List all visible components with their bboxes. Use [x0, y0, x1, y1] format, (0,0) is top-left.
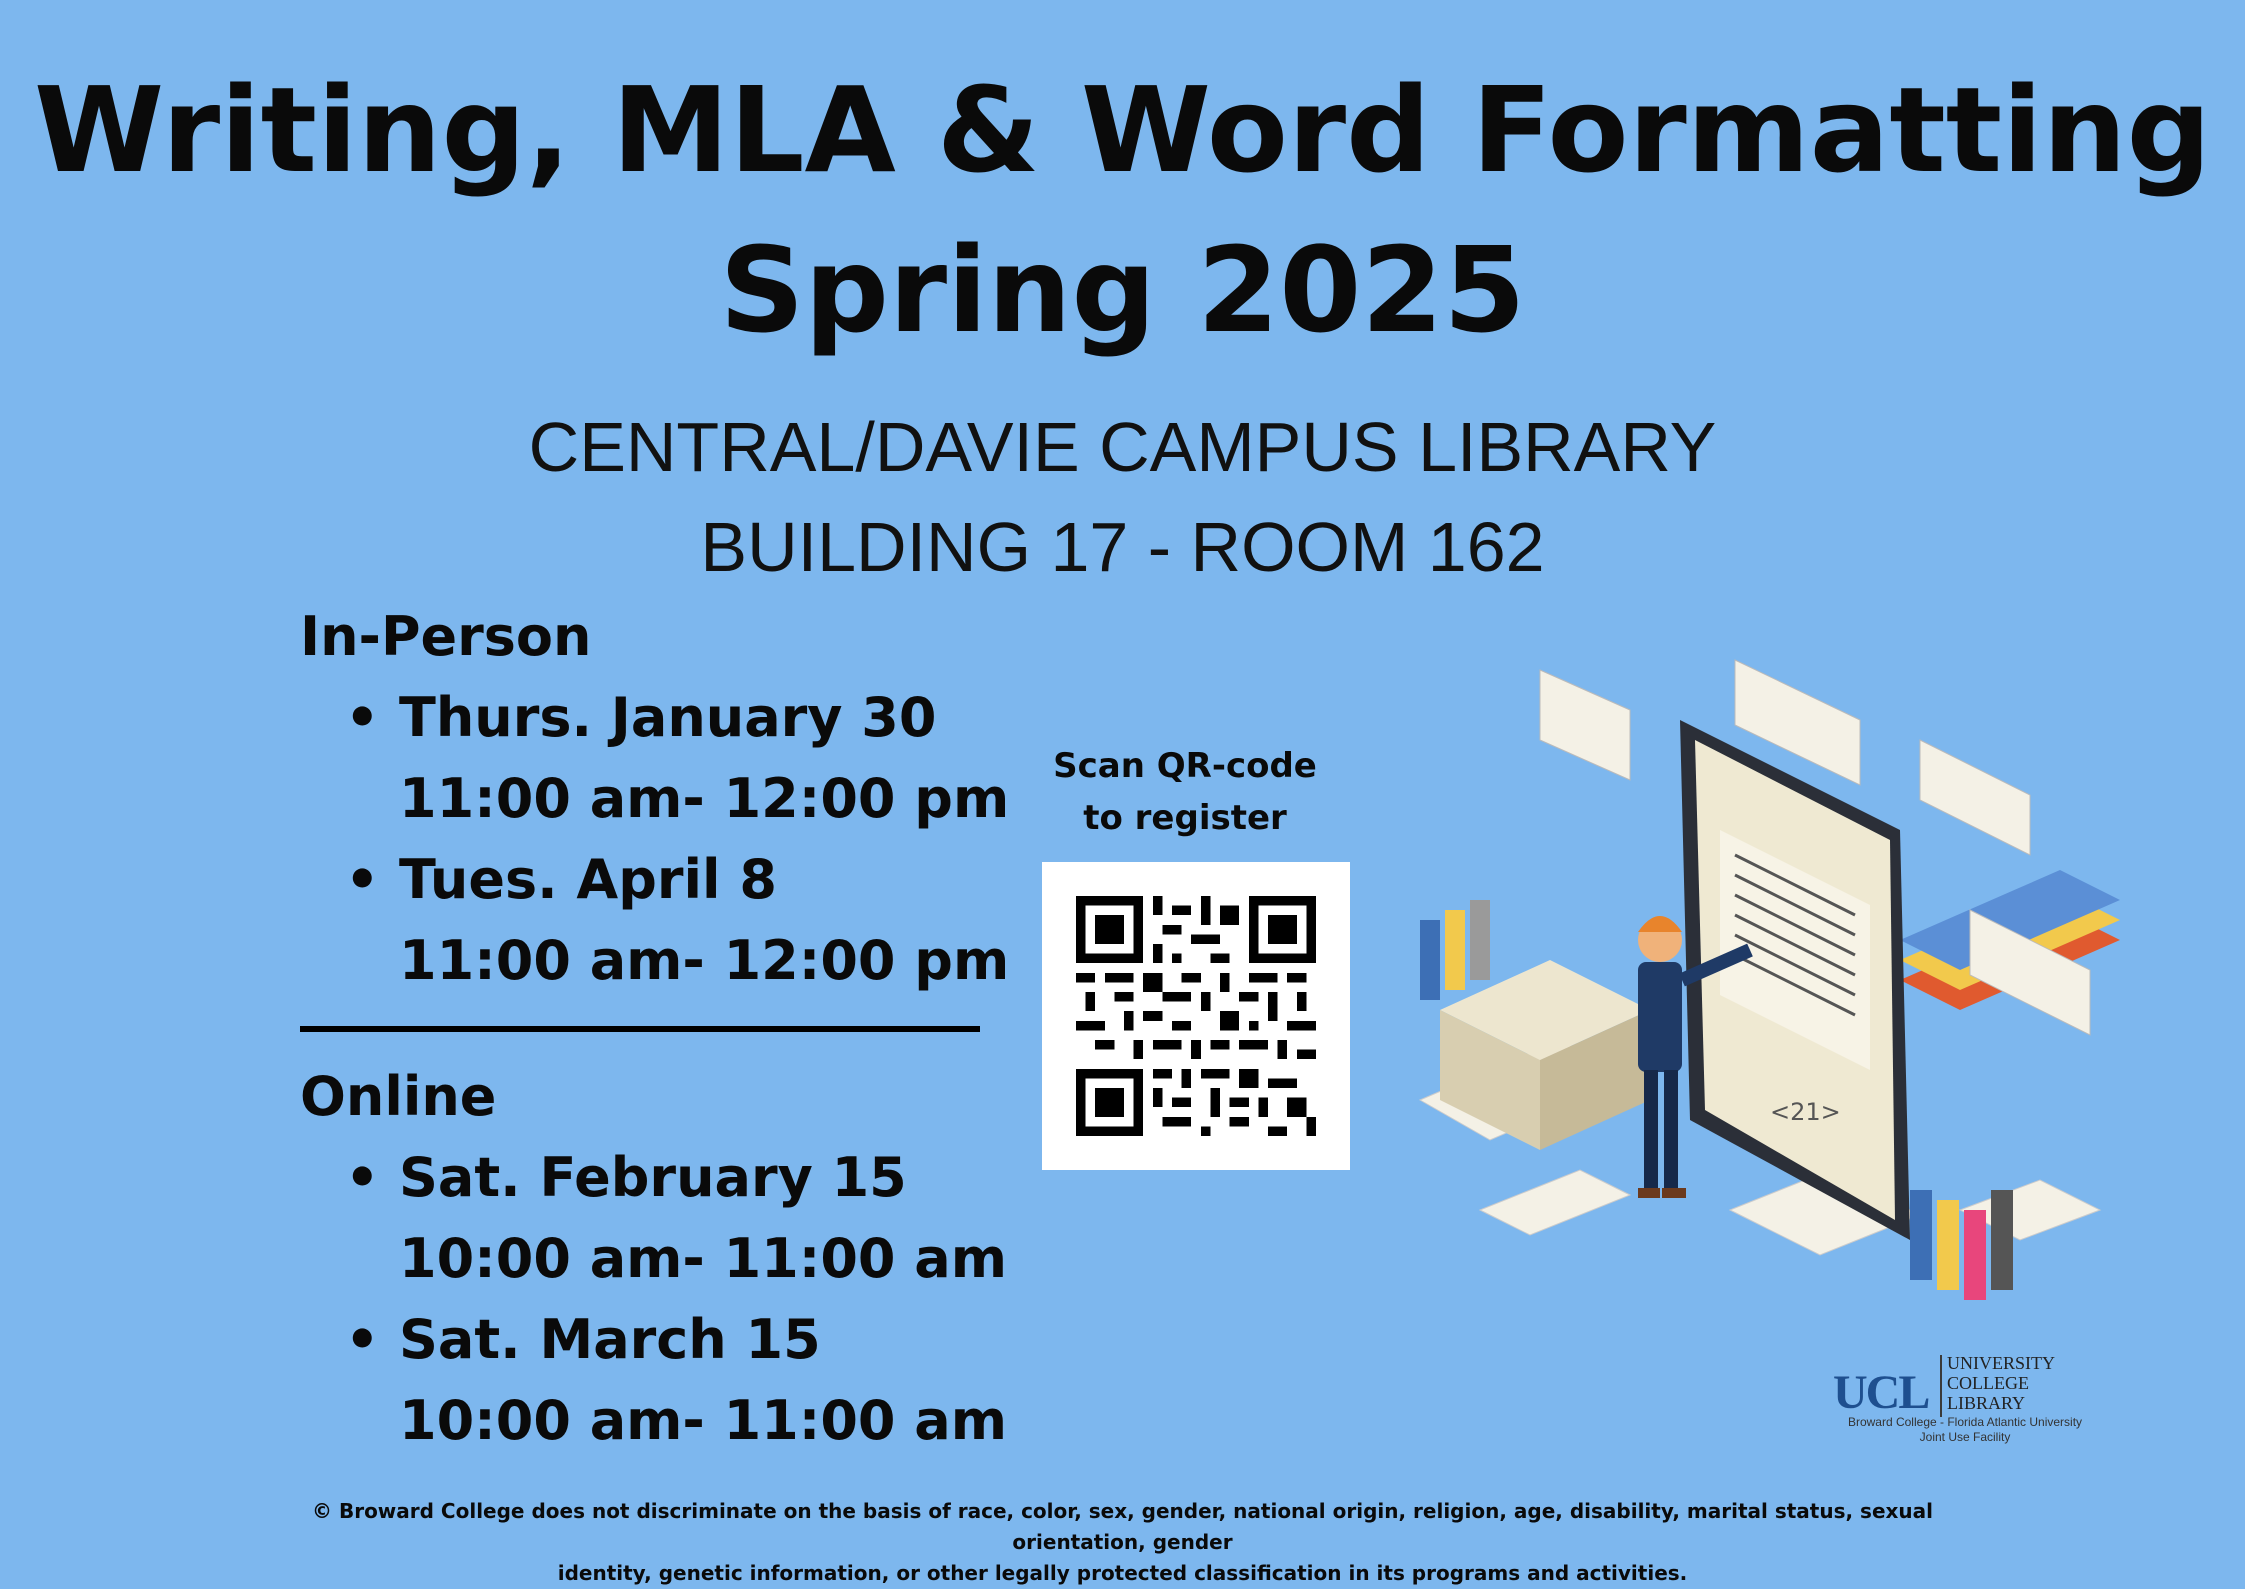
location-campus: CENTRAL/DAVIE CAMPUS LIBRARY	[528, 408, 1717, 486]
session-date: Sat. February 15	[399, 1146, 907, 1209]
nondiscrimination-notice	[280, 1496, 1965, 1589]
location-room: BUILDING 17 - ROOM 162	[700, 508, 1545, 586]
session-item	[345, 1137, 1007, 1299]
registration-qr-code[interactable]	[1042, 862, 1350, 1170]
session-time: 11:00 am- 12:00 pm	[399, 767, 1010, 830]
in-person-heading: In-Person	[300, 605, 592, 668]
footer-line: © Broward College does not discriminate on the basis of race, color, sex, gender, national origin, religion, age, disability, marital status, sexual orientation, gender	[312, 1499, 1933, 1554]
logo-mark: UCL	[1833, 1366, 1929, 1419]
session-item	[345, 839, 1009, 1001]
bullet-icon: •	[345, 848, 380, 911]
logo-line: UNIVERSITY	[1947, 1353, 2055, 1373]
session-date: Tues. April 8	[399, 848, 777, 911]
library-illustration	[1400, 650, 2120, 1334]
session-date: Thurs. January 30	[399, 686, 937, 749]
session-time: 11:00 am- 12:00 pm	[399, 929, 1010, 992]
qr-code-icon	[1076, 896, 1316, 1136]
logo-line: COLLEGE	[1947, 1373, 2029, 1393]
flyer-subtitle-term: Spring 2025	[719, 221, 1526, 359]
tablet-page-number: <21>	[1770, 1098, 1841, 1126]
bullet-icon: •	[345, 1308, 380, 1371]
bullet-icon: •	[345, 1146, 380, 1209]
bullet-icon: •	[345, 686, 380, 749]
logo-wordmark	[1947, 1353, 2097, 1413]
session-time: 10:00 am- 11:00 am	[399, 1389, 1008, 1452]
logo-subline: Broward College - Florida Atlantic University	[1847, 1415, 2083, 1429]
flyer-title: Writing, MLA & Word Formatting	[33, 61, 2212, 199]
logo-line: LIBRARY	[1947, 1393, 2026, 1413]
section-divider	[300, 1026, 980, 1032]
session-item	[345, 1299, 1007, 1461]
ucl-logo	[1825, 1345, 2105, 1445]
session-time: 10:00 am- 11:00 am	[399, 1227, 1008, 1290]
library-tablet-reader-icon	[1400, 650, 2120, 1330]
footer-line: identity, genetic information, or other legally protected classification in its programs and activities.	[557, 1561, 1688, 1585]
qr-instructions	[1040, 740, 1330, 844]
logo-divider	[1940, 1355, 1942, 1417]
session-item	[345, 677, 1009, 839]
logo-subline: Joint Use Facility	[1919, 1430, 2011, 1444]
qr-label-line: Scan QR-code	[1053, 746, 1317, 786]
online-heading: Online	[300, 1065, 497, 1128]
qr-label-line: to register	[1083, 798, 1287, 838]
session-date: Sat. March 15	[399, 1308, 821, 1371]
